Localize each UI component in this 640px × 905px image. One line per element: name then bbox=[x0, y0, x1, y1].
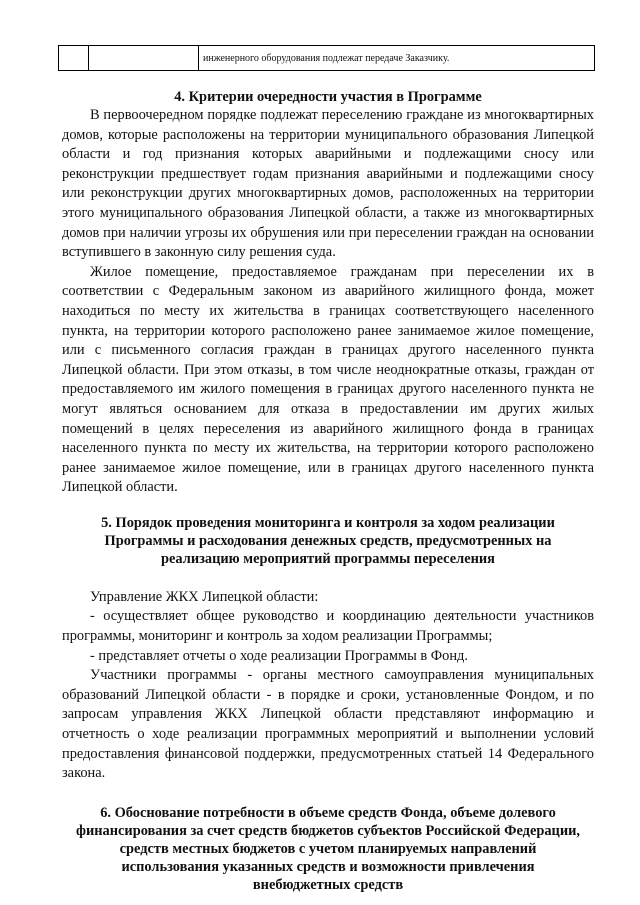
continuation-table bbox=[58, 45, 595, 71]
section-6-title-line: внебюджетных средств bbox=[252, 876, 404, 893]
section-4-title: 4. Критерии очередности участия в Программе bbox=[174, 89, 482, 105]
table-cell-empty bbox=[89, 46, 199, 71]
section-5-title-line: реализацию мероприятий программы переселения bbox=[161, 550, 495, 567]
section-5-title bbox=[62, 514, 594, 568]
table-row bbox=[59, 46, 595, 71]
section-6-title-line: 6. Обоснование потребности в объеме средств Фонда, объеме долевого bbox=[100, 804, 556, 821]
table-cell-number bbox=[59, 46, 89, 71]
section-4-paragraph-2: Жилое помещение, предоставляемое гражданам при переселении их в соответствии с Федеральным законом из аварийного жилищного фонда, может находиться по месту их жительства в границах соответствующего населенного пункта, на территории которого расположено ранее занимаемое жилое помещение, или с письменного согласия граждан в границах другого населенного пункта Липецкой области. При этом отказы, в том числе неоднократные отказы, граждан от предоставляемого им жилого помещения в границах другого населенного пункта не могут являться основанием для отказа в предоставлении им других жилых помещений в целях переселения из аварийного жилищного фонда в границах населенного пункта по месту их жительства, на территории которого расположено ранее занимаемое жилое помещение, или в границах другого населенного пункта Липецкой области. bbox=[62, 263, 594, 496]
document-body bbox=[62, 88, 594, 894]
section-5-paragraph-2: - осуществляет общее руководство и координацию деятельности участников программы, мониторинг и контроль за ходом реализации Программы; bbox=[62, 608, 594, 645]
section-6-title-line: средств местных бюджетов с учетом планируемых направлений bbox=[119, 840, 537, 857]
section-5-paragraph-1: Управление ЖКХ Липецкой области: bbox=[90, 588, 319, 605]
section-5-paragraph-3: - представляет отчеты о ходе реализации Программы в Фонд. bbox=[90, 647, 468, 664]
section-5-title-line: 5. Порядок проведения мониторинга и контроля за ходом реализации bbox=[101, 514, 555, 531]
section-6-title-line: использования указанных средств и возможности привлечения bbox=[121, 858, 535, 875]
section-4-paragraph-1: В первоочередном порядке подлежат переселению граждане из многоквартирных домов, которые расположены на территории муниципального образования Липецкой области и год признания которых аварийными и подлежащими сносу или реконструкции предшествует годам признания аварийными и подлежащими сносу или реконструкции других многоквартирных домов, расположенных на территории этого муниципального образования Липецкой области, а также из многоквартирных домов при наличии угрозы их обрушения или при переселении граждан на основании вступившего в законную силу решения суда. bbox=[62, 107, 594, 261]
section-5-paragraph-4: Участники программы - органы местного самоуправления муниципальных образований Липецкой области - в порядке и сроки, установленные Фондом, и по запросам управления ЖКХ Липецкой области представляют информацию и отчетность о ходе реализации программных мероприятий и выполнении условий предоставления финансовой поддержки, предусмотренных статьей 14 Федерального закона. bbox=[62, 667, 594, 782]
section-5-title-line: Программы и расходования денежных средств, предусмотренных на bbox=[104, 532, 552, 549]
table-cell-text: инженерного оборудования подлежат передаче Заказчику. bbox=[199, 46, 595, 71]
section-6-title-line: финансирования за счет средств бюджетов субъектов Российской Федерации, bbox=[75, 822, 581, 839]
section-6-title bbox=[62, 804, 594, 894]
